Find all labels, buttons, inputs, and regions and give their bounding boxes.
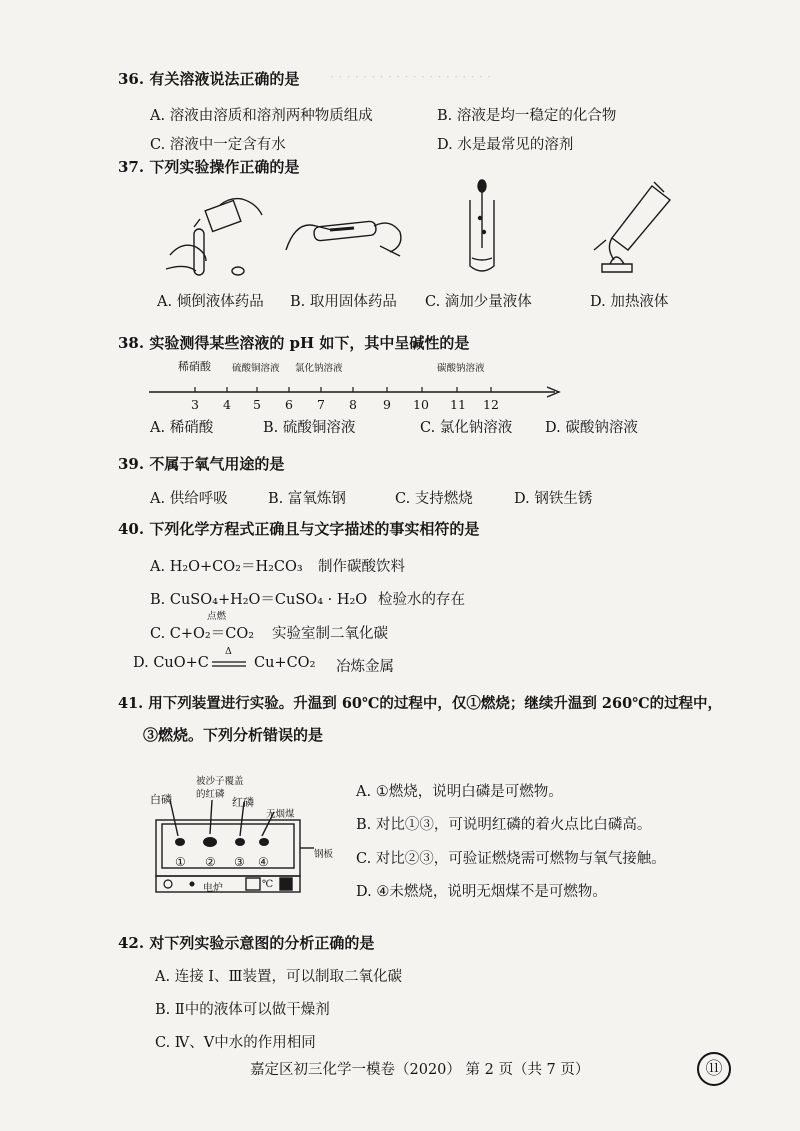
q37-option-c: C. 滴加少量液体 [425,294,532,310]
q36-option-d: D. 水是最常见的溶剂 [437,137,574,153]
q42-option-a: A. 连接 Ⅰ、Ⅲ装置，可以制取二氧化碳 [155,969,403,985]
ph-tick-12: 12 [483,397,499,412]
label-sand-covered-bottom: 的红磷 [196,789,225,800]
ph-label-sodium-carbonate: 碳酸钠溶液 [437,363,485,374]
q38-option-c: C. 氯化钠溶液 [420,420,513,436]
ph-tick-6: 6 [285,397,293,412]
q41-option-d: D. ④未燃烧，说明无烟煤不是可燃物。 [356,884,607,900]
q40-option-c-condition: 点燃 [207,611,227,622]
ph-tick-5: 5 [253,397,261,412]
q40-option-b-description: 检验水的存在 [378,592,465,608]
q41-option-c: C. 对比②③，可验证燃烧需可燃物与氧气接触。 [356,851,666,867]
q38-option-b: B. 硫酸铜溶液 [263,420,356,436]
ph-tick-7: 7 [317,397,325,412]
slot-label-3: ③ [234,855,245,869]
q36-stem: 36. 有关溶液说法正确的是 [118,70,300,88]
q37-stem: 37. 下列实验操作正确的是 [118,158,300,176]
ph-label-sodium-chloride: 氯化钠溶液 [295,363,343,374]
q42-option-c: C. Ⅳ、Ⅴ中水的作用相同 [155,1035,316,1051]
ph-tick-10: 10 [413,397,429,412]
q40-option-d-equation-right: Cu+CO₂ [254,655,316,671]
q36-option-a: A. 溶液由溶质和溶剂两种物质组成 [150,108,373,124]
q41-option-a: A. ①燃烧，说明白磷是可燃物。 [356,784,563,800]
q41-option-b: B. 对比①③，可说明红磷的着火点比白磷高。 [356,817,652,833]
q40-option-c-equation: C. C+O₂＝CO₂ [150,626,255,642]
ph-label-nitric-acid: 稀硝酸 [178,360,211,373]
ph-tick-4: 4 [223,397,231,412]
solid-reagent-illustration [280,200,410,270]
q37-option-b: B. 取用固体药品 [290,294,397,310]
q40-option-c-description: 实验室制二氧化碳 [272,626,388,642]
q40-option-d-description: 冶炼金属 [336,659,394,675]
q40-option-d-equals-sign [212,660,246,668]
q36-option-c: C. 溶液中一定含有水 [150,137,286,153]
bleed-through: · · · · · · · · · · · · · · · · · · · · [330,70,492,85]
temperature-unit: ℃ [262,879,274,890]
ph-tick-11: 11 [450,397,466,412]
q41-stem-line2: ③燃烧。下列分析错误的是 [143,726,324,744]
ph-tick-9: 9 [383,397,391,412]
q42-option-b: B. Ⅱ中的液体可以做干燥剂 [155,1002,330,1018]
q38-option-d: D. 碳酸钠溶液 [545,420,638,436]
q40-stem: 40. 下列化学方程式正确且与文字描述的事实相符的是 [118,520,480,538]
slot-label-1: ① [175,855,186,869]
label-anthracite: 无烟煤 [266,809,295,820]
ph-tick-3: 3 [191,397,199,412]
label-white-phosphorus: 白磷 [150,793,172,806]
slot-label-2: ② [205,855,216,869]
ph-tick-8: 8 [349,397,357,412]
slot-label-4: ④ [258,855,269,869]
page-footer: 嘉定区初三化学一模卷（2020） 第 2 页（共 7 页） [250,1062,590,1078]
q39-option-b: B. 富氧炼钢 [268,491,346,507]
label-steel-plate: 钢板 [314,849,334,860]
ph-label-copper-sulfate: 硫酸铜溶液 [232,363,280,374]
pouring-liquid-illustration [160,185,270,285]
q39-option-c: C. 支持燃烧 [395,491,473,507]
q38-option-a: A. 稀硝酸 [150,420,214,436]
q41-stem-line1: 41. 用下列装置进行实验。升温到 60℃的过程中，仅①燃烧；继续升温到 260℃的过程中， [118,695,723,712]
q39-stem: 39. 不属于氧气用途的是 [118,455,285,473]
apparatus-drawing [150,800,320,900]
furnace-label: 电炉 [203,883,223,894]
q39-option-a: A. 供给呼吸 [150,491,228,507]
q36-option-b: B. 溶液是均一稳定的化合物 [437,108,617,124]
q40-option-a-equation: A. H₂O+CO₂＝H₂CO₃ [150,559,303,575]
q38-stem: 38. 实验测得某些溶液的 pH 如下，其中呈碱性的是 [118,334,470,352]
label-sand-covered-top: 被沙子覆盖 [196,776,244,787]
q40-option-b-equation: B. CuSO₄+H₂O＝CuSO₄ · H₂O [150,592,368,608]
page-mark: ⑪ [697,1052,731,1086]
q40-option-d-equation-left: D. CuO+C [133,655,209,671]
q40-option-d-condition: Δ [225,646,232,657]
heating-liquid-illustration [590,180,680,280]
q40-option-a-description: 制作碳酸饮料 [318,559,405,575]
q42-stem: 42. 对下列实验示意图的分析正确的是 [118,934,375,952]
q37-option-d: D. 加热液体 [590,294,669,310]
q39-option-d: D. 钢铁生锈 [514,491,593,507]
label-red-phosphorus: 红磷 [232,796,254,809]
dropper-illustration [462,178,502,278]
q37-option-a: A. 倾倒液体药品 [157,294,264,310]
